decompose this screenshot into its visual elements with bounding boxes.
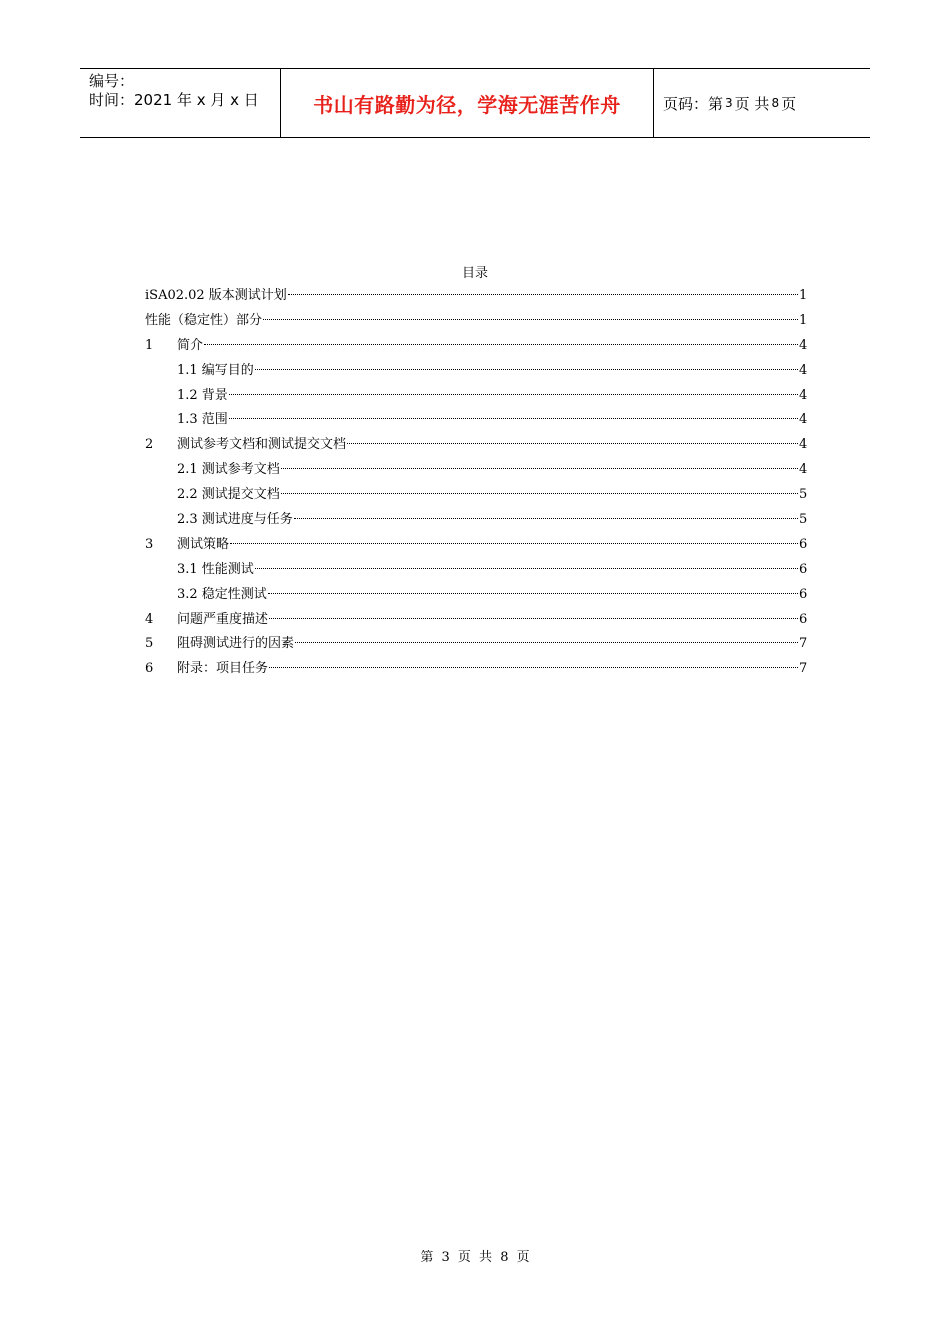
toc-leader [281,493,798,494]
toc-entry-text: 1.3 范围 [177,412,228,428]
toc-entry[interactable] [145,508,807,533]
header-motto: 书山有路勤为径，学海无涯苦作舟 [281,69,654,137]
header-page-number [654,69,870,137]
page-suffix: 页 [781,94,797,113]
toc-entry[interactable] [145,359,807,384]
toc-entry-text: 问题严重度描述 [177,611,269,627]
toc-entry-number: 6 [145,661,154,677]
toc-entry-number: 5 [145,636,154,652]
toc-entry-number: 1 [145,337,154,353]
toc-entry[interactable] [145,284,807,309]
toc-leader [268,593,798,594]
toc-entry[interactable] [145,483,807,508]
toc-entry-text: 3.2 稳定性测试 [177,586,267,602]
toc-entry[interactable] [145,408,807,433]
toc-entry-text: 性能（稳定性）部分 [145,312,263,328]
toc-entry-text: 2.1 测试参考文档 [177,462,280,478]
toc-entry[interactable] [145,309,807,334]
page-total: 8 [771,96,780,110]
toc-entry-number: 3 [145,536,154,552]
toc-entry-page: 1 [799,312,808,328]
toc-entry[interactable] [145,632,807,657]
toc-entry-page: 4 [799,412,808,428]
toc-entry-text: 测试参考文档和测试提交文档 [177,437,347,453]
time-label: 时间：2021 年 x 月 x 日 [89,91,259,109]
toc-entry-text: 简介 [177,337,204,353]
toc-entry-text: 1.2 背景 [177,387,228,403]
toc-leader [255,369,798,370]
toc-entry-text: 测试策略 [177,536,230,552]
toc-leader [281,468,798,469]
toc-entry-page: 6 [799,586,808,602]
toc-entry-text: 2.3 测试进度与任务 [177,512,293,528]
toc-entry[interactable] [145,608,807,633]
page-prefix: 页码：第 [663,94,724,113]
page-current: 3 [725,96,733,110]
toc-entry-page: 5 [799,512,808,528]
toc-entry[interactable] [145,458,807,483]
toc-leader [288,294,798,295]
toc-entry-number: 2 [145,437,154,453]
toc-leader [263,319,798,320]
toc-entry-page: 4 [799,462,808,478]
toc-entry-text: iSA02.02 版本测试计划 [145,288,287,303]
toc-entry[interactable] [145,657,807,682]
toc-entry[interactable] [145,558,807,583]
toc-entry-number: 4 [145,611,154,627]
page-footer: 第 3 页 共 8 页 [420,1250,530,1265]
toc-entry-page: 4 [799,437,808,453]
toc-entry-page: 5 [799,487,808,503]
toc-entry[interactable] [145,334,807,359]
toc-entry-page: 4 [799,387,808,403]
toc-leader [204,344,798,345]
table-of-contents [145,284,807,682]
toc-entry[interactable] [145,384,807,409]
toc-leader [229,394,798,395]
toc-entry-page: 7 [799,636,808,652]
toc-entry-text: 阻碍测试进行的因素 [177,636,295,652]
toc-entry-text: 附录：项目任务 [177,661,269,677]
page-mid: 页 共 [734,94,770,113]
toc-entry-text: 3.1 性能测试 [177,561,254,577]
toc-entry-page: 6 [799,611,808,627]
page-header [80,68,870,138]
toc-entry[interactable] [145,533,807,558]
toc-leader [269,618,798,619]
toc-leader [347,443,798,444]
code-label: 编号： [89,72,135,90]
toc-entry-page: 4 [799,362,808,378]
toc-entry-page: 6 [799,536,808,552]
toc-entry-text: 2.2 测试提交文档 [177,487,280,503]
toc-entry-page: 4 [799,337,808,353]
toc-entry-page: 6 [799,561,808,577]
toc-leader [294,518,798,519]
toc-entry[interactable] [145,433,807,458]
toc-leader [269,667,798,668]
toc-entry-page: 7 [799,661,808,677]
toc-title: 目录 [461,266,488,281]
toc-leader [229,418,798,419]
toc-leader [295,642,798,643]
header-meta [80,69,281,137]
toc-entry[interactable] [145,583,807,608]
toc-entry-page: 1 [799,288,808,303]
toc-entry-text: 1.1 编写目的 [177,362,254,378]
toc-leader [230,543,798,544]
toc-leader [255,568,798,569]
